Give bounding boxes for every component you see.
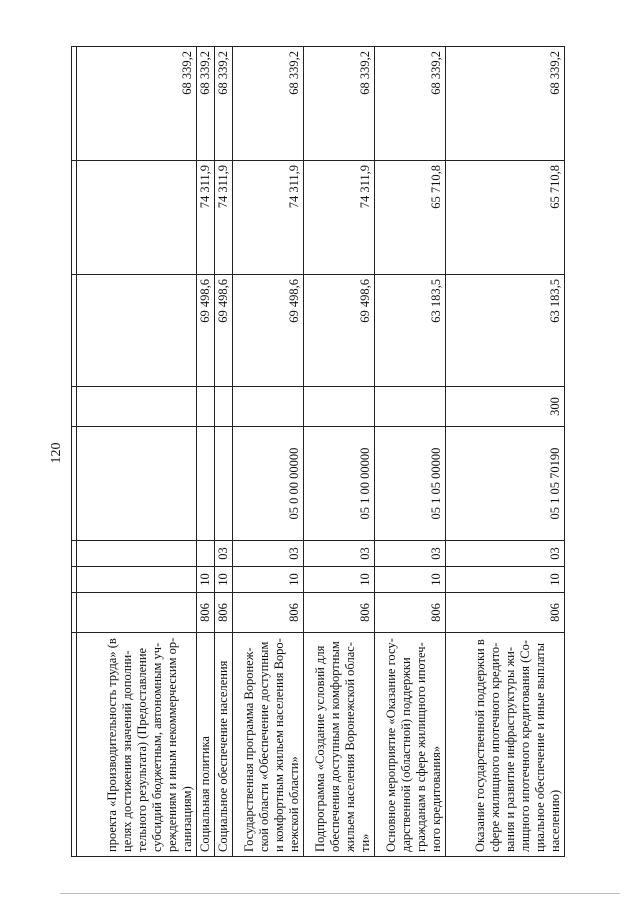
row-year1: 69 498,6: [196, 275, 214, 387]
row-rz: 10: [214, 567, 232, 593]
budget-table: [71, 46, 565, 857]
row-grbs: [77, 593, 196, 633]
row-vr: [303, 387, 374, 427]
table-row: [445, 47, 564, 857]
row-rz: [77, 567, 196, 593]
table-row: [374, 47, 445, 857]
row-vr: [77, 387, 196, 427]
row-vr: [196, 387, 214, 427]
table-row: [196, 47, 214, 857]
row-csr: [77, 427, 196, 541]
row-csr: 05 1 00 00000: [303, 427, 374, 541]
row-year1: [77, 275, 196, 387]
row-year3: 68 339,2: [374, 47, 445, 161]
row-grbs: 806: [232, 593, 303, 633]
row-rz: 10: [445, 567, 564, 593]
row-grbs: 806: [445, 593, 564, 633]
row-year2: 74 311,9: [214, 161, 232, 275]
row-year1: 69 498,6: [214, 275, 232, 387]
table-row: [77, 47, 196, 857]
row-year1: 63 183,5: [445, 275, 564, 387]
row-year2: 65 710,8: [374, 161, 445, 275]
row-year3: 68 339,2: [214, 47, 232, 161]
row-name: Социальное обеспечение населения: [214, 633, 232, 857]
row-year1: 69 498,6: [303, 275, 374, 387]
row-grbs: 806: [303, 593, 374, 633]
row-grbs: 806: [374, 593, 445, 633]
page-number: 120: [49, 442, 64, 464]
row-name: Подпрограмма «Создание условий для обеспечения доступным и комфортным жильем населения Воронежской области»: [303, 633, 374, 857]
row-csr: 05 1 05 70190: [445, 427, 564, 541]
row-rz: 10: [303, 567, 374, 593]
table-row: [214, 47, 232, 857]
row-name: Основное мероприятие «Оказание государственной (областной) поддержки гражданам в сфере жилищного ипотечного кредитования»: [374, 633, 445, 857]
row-vr: 300: [445, 387, 564, 427]
row-name: Социальная политика: [196, 633, 214, 857]
row-year1: 69 498,6: [232, 275, 303, 387]
row-rz: 10: [232, 567, 303, 593]
row-name: проекта «Производительность труда» (в целях достижения значений дополнительного результата) (Предоставление субсидий бюджетным, автономным учреждениям и иным некоммерческим организациям): [77, 633, 196, 857]
row-pr: 03: [214, 541, 232, 567]
row-grbs: 806: [214, 593, 232, 633]
budget-table-container: [71, 47, 565, 857]
row-year3: 68 339,2: [232, 47, 303, 161]
row-year2: 65 710,8: [445, 161, 564, 275]
scan-edge-line: [60, 893, 620, 894]
row-pr: 03: [303, 541, 374, 567]
row-year3: 68 339,2: [77, 47, 196, 161]
row-csr: [196, 427, 214, 541]
row-name: Оказание государственной поддержки в сфере жилищного ипотечного кредитования и развитие инфраструктуры жилищного ипотечного кредитования (Социальное обеспечение и иные выплаты населению): [445, 633, 564, 857]
row-pr: [196, 541, 214, 567]
row-pr: 03: [374, 541, 445, 567]
row-year3: 68 339,2: [196, 47, 214, 161]
row-csr: 05 0 00 00000: [232, 427, 303, 541]
row-year1: 63 183,5: [374, 275, 445, 387]
row-year2: 74 311,9: [196, 161, 214, 275]
row-year3: 68 339,2: [445, 47, 564, 161]
row-pr: 03: [445, 541, 564, 567]
table-row: [232, 47, 303, 857]
row-year3: 68 339,2: [303, 47, 374, 161]
row-csr: [214, 427, 232, 541]
row-vr: [374, 387, 445, 427]
row-year2: 74 311,9: [303, 161, 374, 275]
row-pr: [77, 541, 196, 567]
row-year2: 74 311,9: [232, 161, 303, 275]
row-rz: 10: [374, 567, 445, 593]
row-csr: 05 1 05 00000: [374, 427, 445, 541]
row-grbs: 806: [196, 593, 214, 633]
row-vr: [214, 387, 232, 427]
row-name: Государственная программа Воронежской области «Обеспечение доступным и комфортным жильем населения Воронежской области»: [232, 633, 303, 857]
row-rz: 10: [196, 567, 214, 593]
table-row: [303, 47, 374, 857]
row-pr: 03: [232, 541, 303, 567]
row-year2: [77, 161, 196, 275]
row-vr: [232, 387, 303, 427]
